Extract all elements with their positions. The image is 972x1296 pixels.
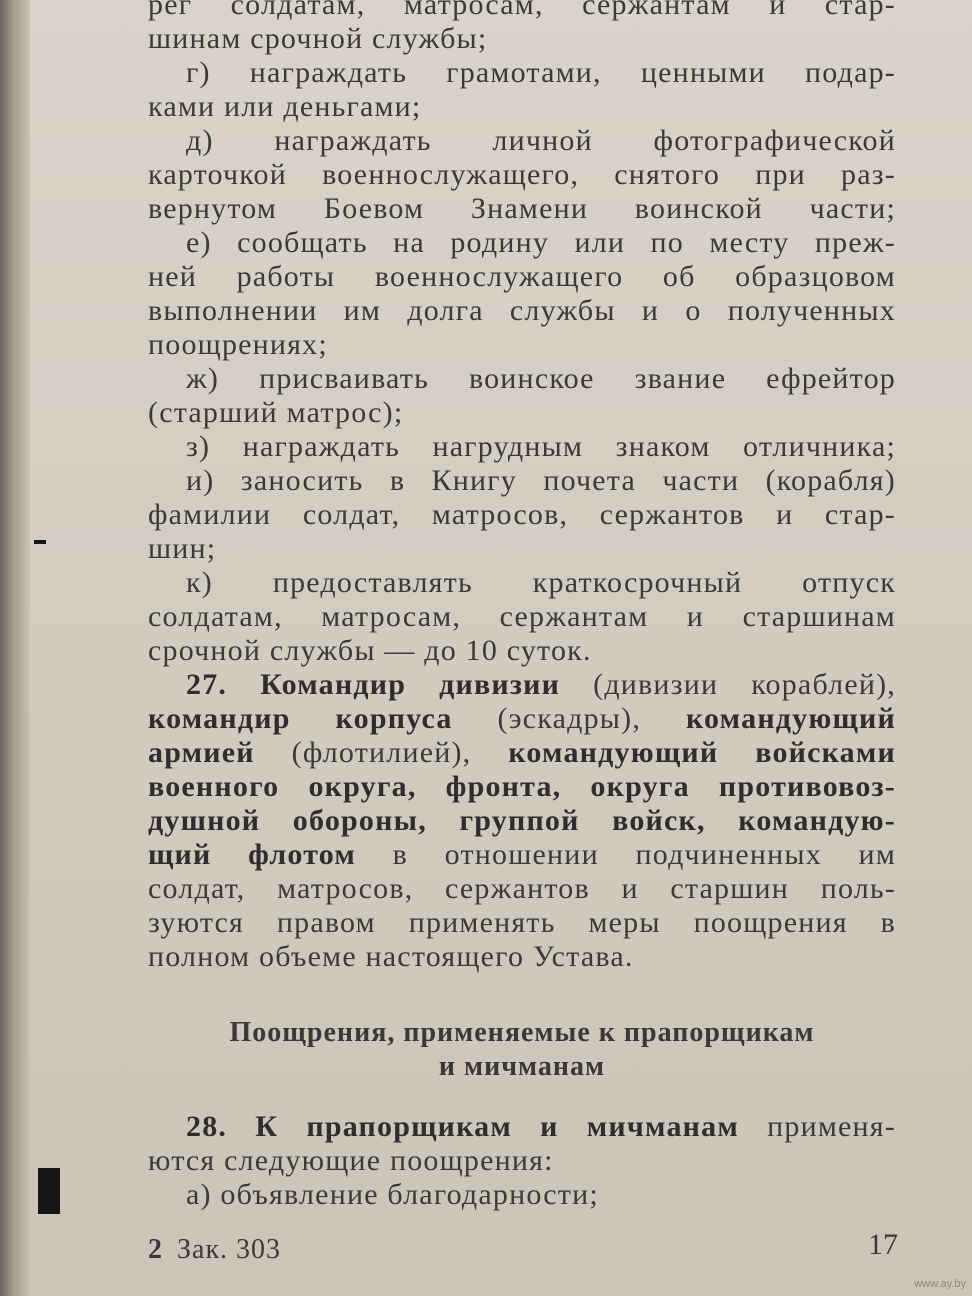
text-line: д) награждать личной фотографической [186,124,896,157]
text-line: ней работы военнослужащего об образцовом [148,260,896,293]
text-line: солдатам, матросам, сержантам и старшинам [148,600,896,633]
text-span: в отношении подчиненных им [356,838,896,871]
main-text [148,0,896,974]
text-line [148,668,896,702]
text-line [148,804,896,838]
text-line: карточкой военнослужащего, снятого при раз- [148,158,896,191]
text-line: г) награждать грамотами, ценными подар- [186,56,896,89]
text-line: ж) присваивать воинское звание ефрейтор [186,362,896,395]
text-line: вернутом Боевом Знамени воинской части; [148,192,896,225]
bold-text: душной обороны, группой войск, командую- [148,804,896,837]
text-line [148,940,896,974]
text-span: солдат, матросов, сержантов и старшин поль- [148,872,896,905]
bold-text: командующий [685,702,896,735]
paragraph-28 [148,1110,896,1212]
text-line: фамилии солдат, матросов, сержантов и стар- [148,498,896,531]
bold-text: армией [148,736,255,769]
text-line [148,770,896,804]
edge-mark-bottom [38,1168,60,1214]
text-line [148,872,896,906]
watermark: www.ay.by [914,1278,966,1290]
text-line: (старший матрос); [148,396,404,429]
text-span: зуются правом применять меры поощрения в [148,906,896,939]
bold-text: 27. Командир дивизии [186,668,561,701]
bold-text: 28. К прапорщикам и мичманам [186,1110,739,1143]
text-span: (флотилией), [254,736,509,769]
section-heading-line1: Поощрения, применяемые к прапорщикам [229,1017,815,1048]
bold-text: щий флотом [148,838,356,871]
text-span: применя- [738,1110,896,1143]
paragraph-27 [148,668,896,974]
text-line: шинам срочной службы; [148,22,488,55]
body-lines [148,0,896,668]
bold-text: командующий войсками [508,736,897,769]
text-line: к) предоставлять краткосрочный отпуск [186,566,896,599]
text-span: а) объявление благодарности; [186,1178,599,1211]
text-line: и) заносить в Книгу почета части (корабля) [186,464,896,497]
text-line [148,838,896,872]
text-line [148,906,896,940]
text-line: з) награждать нагрудным знаком отличника; [186,430,896,463]
page-number: 17 [868,1228,898,1261]
edge-mark-top [34,540,46,544]
bold-text: командир корпуса [148,702,453,735]
text-line [148,1110,896,1144]
text-line: рег солдатам, матросам, сержантам и стар- [148,0,896,21]
bold-text: военного округа, фронта, округа противовоз- [148,770,896,803]
text-line: шин; [148,532,217,565]
text-line: е) сообщать на родину или по месту преж- [186,226,896,259]
signature-number: 2 [148,1234,163,1265]
text-span: (эскадры), [452,702,686,735]
text-line: поощрениях; [148,328,328,361]
text-line: ками или деньгами; [148,90,422,123]
text-span: (дивизии кораблей), [560,668,896,701]
order-number: Зак. 303 [177,1234,282,1265]
text-line: выполнении им долга службы и о полученных [148,294,896,327]
text-span: полном объеме настоящего Устава. [148,940,634,973]
section-heading-line2: и мичманам [438,1051,606,1082]
book-spine-edge [0,0,30,1296]
footer-print-info [148,1234,281,1266]
text-span: ются следующие поощрения: [148,1144,554,1177]
text-line: срочной службы — до 10 суток. [148,634,592,667]
text-line [148,702,896,736]
paragraph-28-block [148,1110,896,1212]
text-line [148,1144,896,1178]
text-line [148,1178,896,1212]
text-line [148,736,896,770]
